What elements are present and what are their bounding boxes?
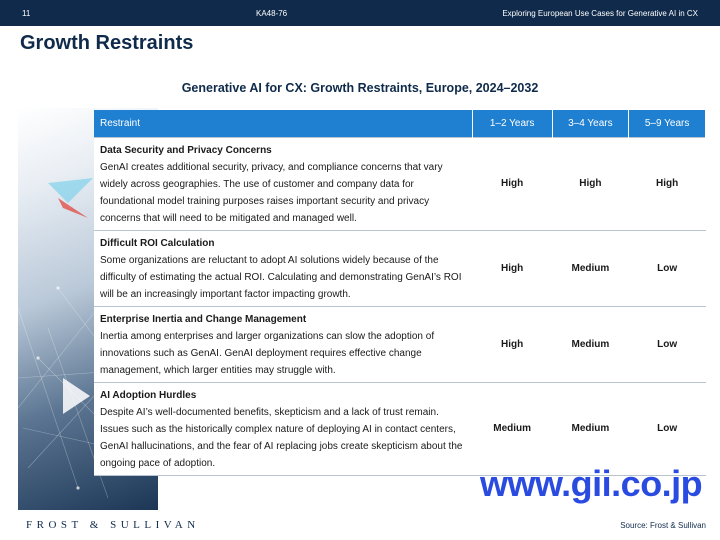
header-3-4-years: 3–4 Years bbox=[552, 110, 629, 137]
restraint-cell bbox=[94, 382, 472, 475]
rating-3-4-years: Medium bbox=[552, 382, 629, 475]
restraint-description: Despite AI’s well-documented benefits, skepticism and a lack of trust remain. Issues such as the historically complex nature of deploying AI in contact centers, GenAI hallucinations, and the fear of AI replacing jobs create skepticism about the ongoing pace of adoption. bbox=[100, 406, 463, 469]
brand-logo: FROST & SULLIVAN bbox=[26, 519, 200, 531]
header-restraint: Restraint bbox=[94, 110, 472, 137]
rating-3-4-years: High bbox=[552, 137, 629, 230]
rating-1-2-years: High bbox=[472, 230, 552, 306]
watermark-text: www.gii.co.jp bbox=[480, 463, 703, 504]
rating-5-9-years: Low bbox=[629, 230, 706, 306]
restraint-title: AI Adoption Hurdles bbox=[100, 389, 197, 401]
header-5-9-years: 5–9 Years bbox=[629, 110, 706, 137]
rating-1-2-years: Medium bbox=[472, 382, 552, 475]
restraint-title: Difficult ROI Calculation bbox=[100, 237, 215, 249]
rating-5-9-years: High bbox=[629, 137, 706, 230]
top-bar bbox=[0, 0, 720, 26]
table-row bbox=[94, 137, 706, 230]
table-subtitle-text: Generative AI for CX: Growth Restraints, Europe, 2024–2032 bbox=[181, 81, 539, 95]
restraint-cell bbox=[94, 137, 472, 230]
page-title: Growth Restraints bbox=[20, 32, 194, 54]
restraint-description: Inertia among enterprises and larger organizations can slow the adoption of innovations such as GenAI. GenAI deployment requires effective change management, which larger entities may struggle with. bbox=[100, 330, 435, 376]
table-row bbox=[94, 382, 706, 475]
rating-5-9-years: Low bbox=[629, 382, 706, 475]
rating-3-4-years: Medium bbox=[552, 230, 629, 306]
table-subtitle bbox=[0, 81, 720, 95]
restraint-title: Data Security and Privacy Concerns bbox=[100, 144, 272, 156]
rating-1-2-years: High bbox=[472, 306, 552, 382]
header-1-2-years: 1–2 Years bbox=[472, 110, 552, 137]
document-code: KA48-76 bbox=[256, 9, 288, 18]
rating-3-4-years: Medium bbox=[552, 306, 629, 382]
source-note: Source: Frost & Sullivan bbox=[620, 521, 706, 530]
table-header-row bbox=[94, 110, 706, 137]
restraint-description: GenAI creates additional security, privacy, and compliance concerns that vary widely across geographies. The use of customer and company data for foundational model training purposes raises important security and privacy concerns that will need to be mitigated and managed well. bbox=[100, 161, 443, 224]
rating-5-9-years: Low bbox=[629, 306, 706, 382]
growth-restraints-table bbox=[94, 110, 706, 476]
table-row bbox=[94, 230, 706, 306]
page-number: 11 bbox=[22, 9, 31, 18]
rating-1-2-years: High bbox=[472, 137, 552, 230]
report-title: Exploring European Use Cases for Generative AI in CX bbox=[502, 9, 698, 18]
restraint-description: Some organizations are reluctant to adopt AI solutions widely because of the difficulty of estimating the actual ROI. Calculating and demonstrating GenAI’s ROI will be an increasingly important factor impacting growth. bbox=[100, 254, 462, 300]
restraint-cell bbox=[94, 306, 472, 382]
restraint-cell bbox=[94, 230, 472, 306]
table-row bbox=[94, 306, 706, 382]
restraint-title: Enterprise Inertia and Change Management bbox=[100, 313, 307, 325]
